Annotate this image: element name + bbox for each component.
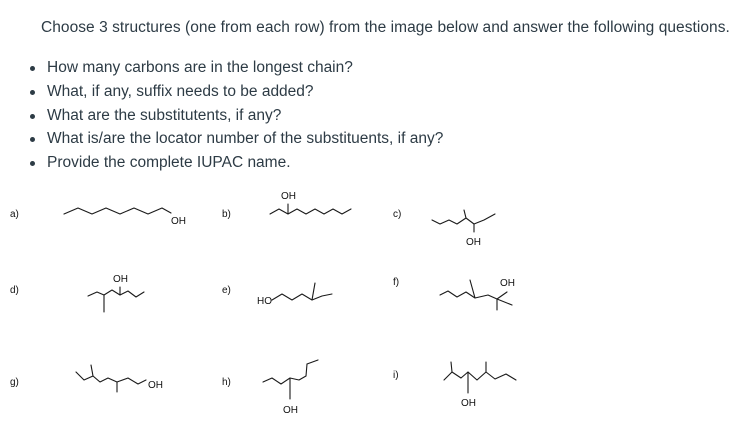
structure-d-skeleton <box>88 290 144 297</box>
structure-c-skeleton <box>432 214 495 224</box>
question-item: Provide the complete IUPAC name. <box>27 151 443 175</box>
question-item: What, if any, suffix needs to be added? <box>27 80 443 104</box>
structure-b-letter: b) <box>222 209 231 220</box>
structure-h-letter: h) <box>222 377 231 388</box>
structure-e-branch <box>312 283 315 300</box>
instructions-text: Choose 3 structures (one from each row) from the image below and answer the following questions. <box>41 19 730 36</box>
structure-a-oh: OH <box>171 216 186 227</box>
structure-f-letter: f) <box>393 277 400 288</box>
structure-e <box>222 283 332 307</box>
structure-h-branch <box>306 364 307 376</box>
structure-i-branch <box>451 362 452 372</box>
structure-i-skeleton <box>444 372 516 380</box>
structure-d-oh: OH <box>113 274 128 285</box>
structure-g-letter: g) <box>10 377 19 388</box>
structure-b-skeleton <box>270 209 351 214</box>
question-item: How many carbons are in the longest chain? <box>27 56 443 80</box>
structure-c-letter: c) <box>393 209 402 220</box>
structure-a <box>10 208 186 227</box>
structure-e-ho: HO <box>257 296 272 307</box>
structure-e-letter: e) <box>222 285 231 296</box>
structure-h-skeleton <box>263 376 306 384</box>
structure-g-oh: OH <box>148 380 163 391</box>
structure-d-letter: d) <box>10 285 19 296</box>
structure-f-oh-bond <box>497 292 507 299</box>
structure-f <box>393 277 515 310</box>
structure-h-oh: OH <box>283 405 298 416</box>
structure-c <box>393 209 495 248</box>
structure-b <box>222 191 351 220</box>
structure-h <box>222 360 318 416</box>
structure-c-oh: OH <box>466 237 481 248</box>
structure-b-oh: OH <box>281 191 296 202</box>
structure-a-letter: a) <box>10 209 19 220</box>
structure-g <box>10 365 163 392</box>
structure-d <box>10 274 144 312</box>
structure-f-oh: OH <box>500 278 515 289</box>
structure-h-branch-2 <box>307 360 318 364</box>
structure-g-skeleton <box>76 372 146 384</box>
structure-i-oh: OH <box>461 398 476 409</box>
structure-e-skeleton <box>272 294 332 300</box>
structure-a-skeleton <box>64 208 171 214</box>
structure-i-letter: i) <box>393 370 399 381</box>
structure-f-skeleton <box>440 291 512 305</box>
structure-i <box>393 362 516 409</box>
question-item: What are the substitutents, if any? <box>27 104 443 128</box>
structure-g-branch <box>91 365 93 376</box>
structure-c-branch <box>464 210 466 218</box>
question-item: What is/are the locator number of the substituents, if any? <box>27 127 443 151</box>
